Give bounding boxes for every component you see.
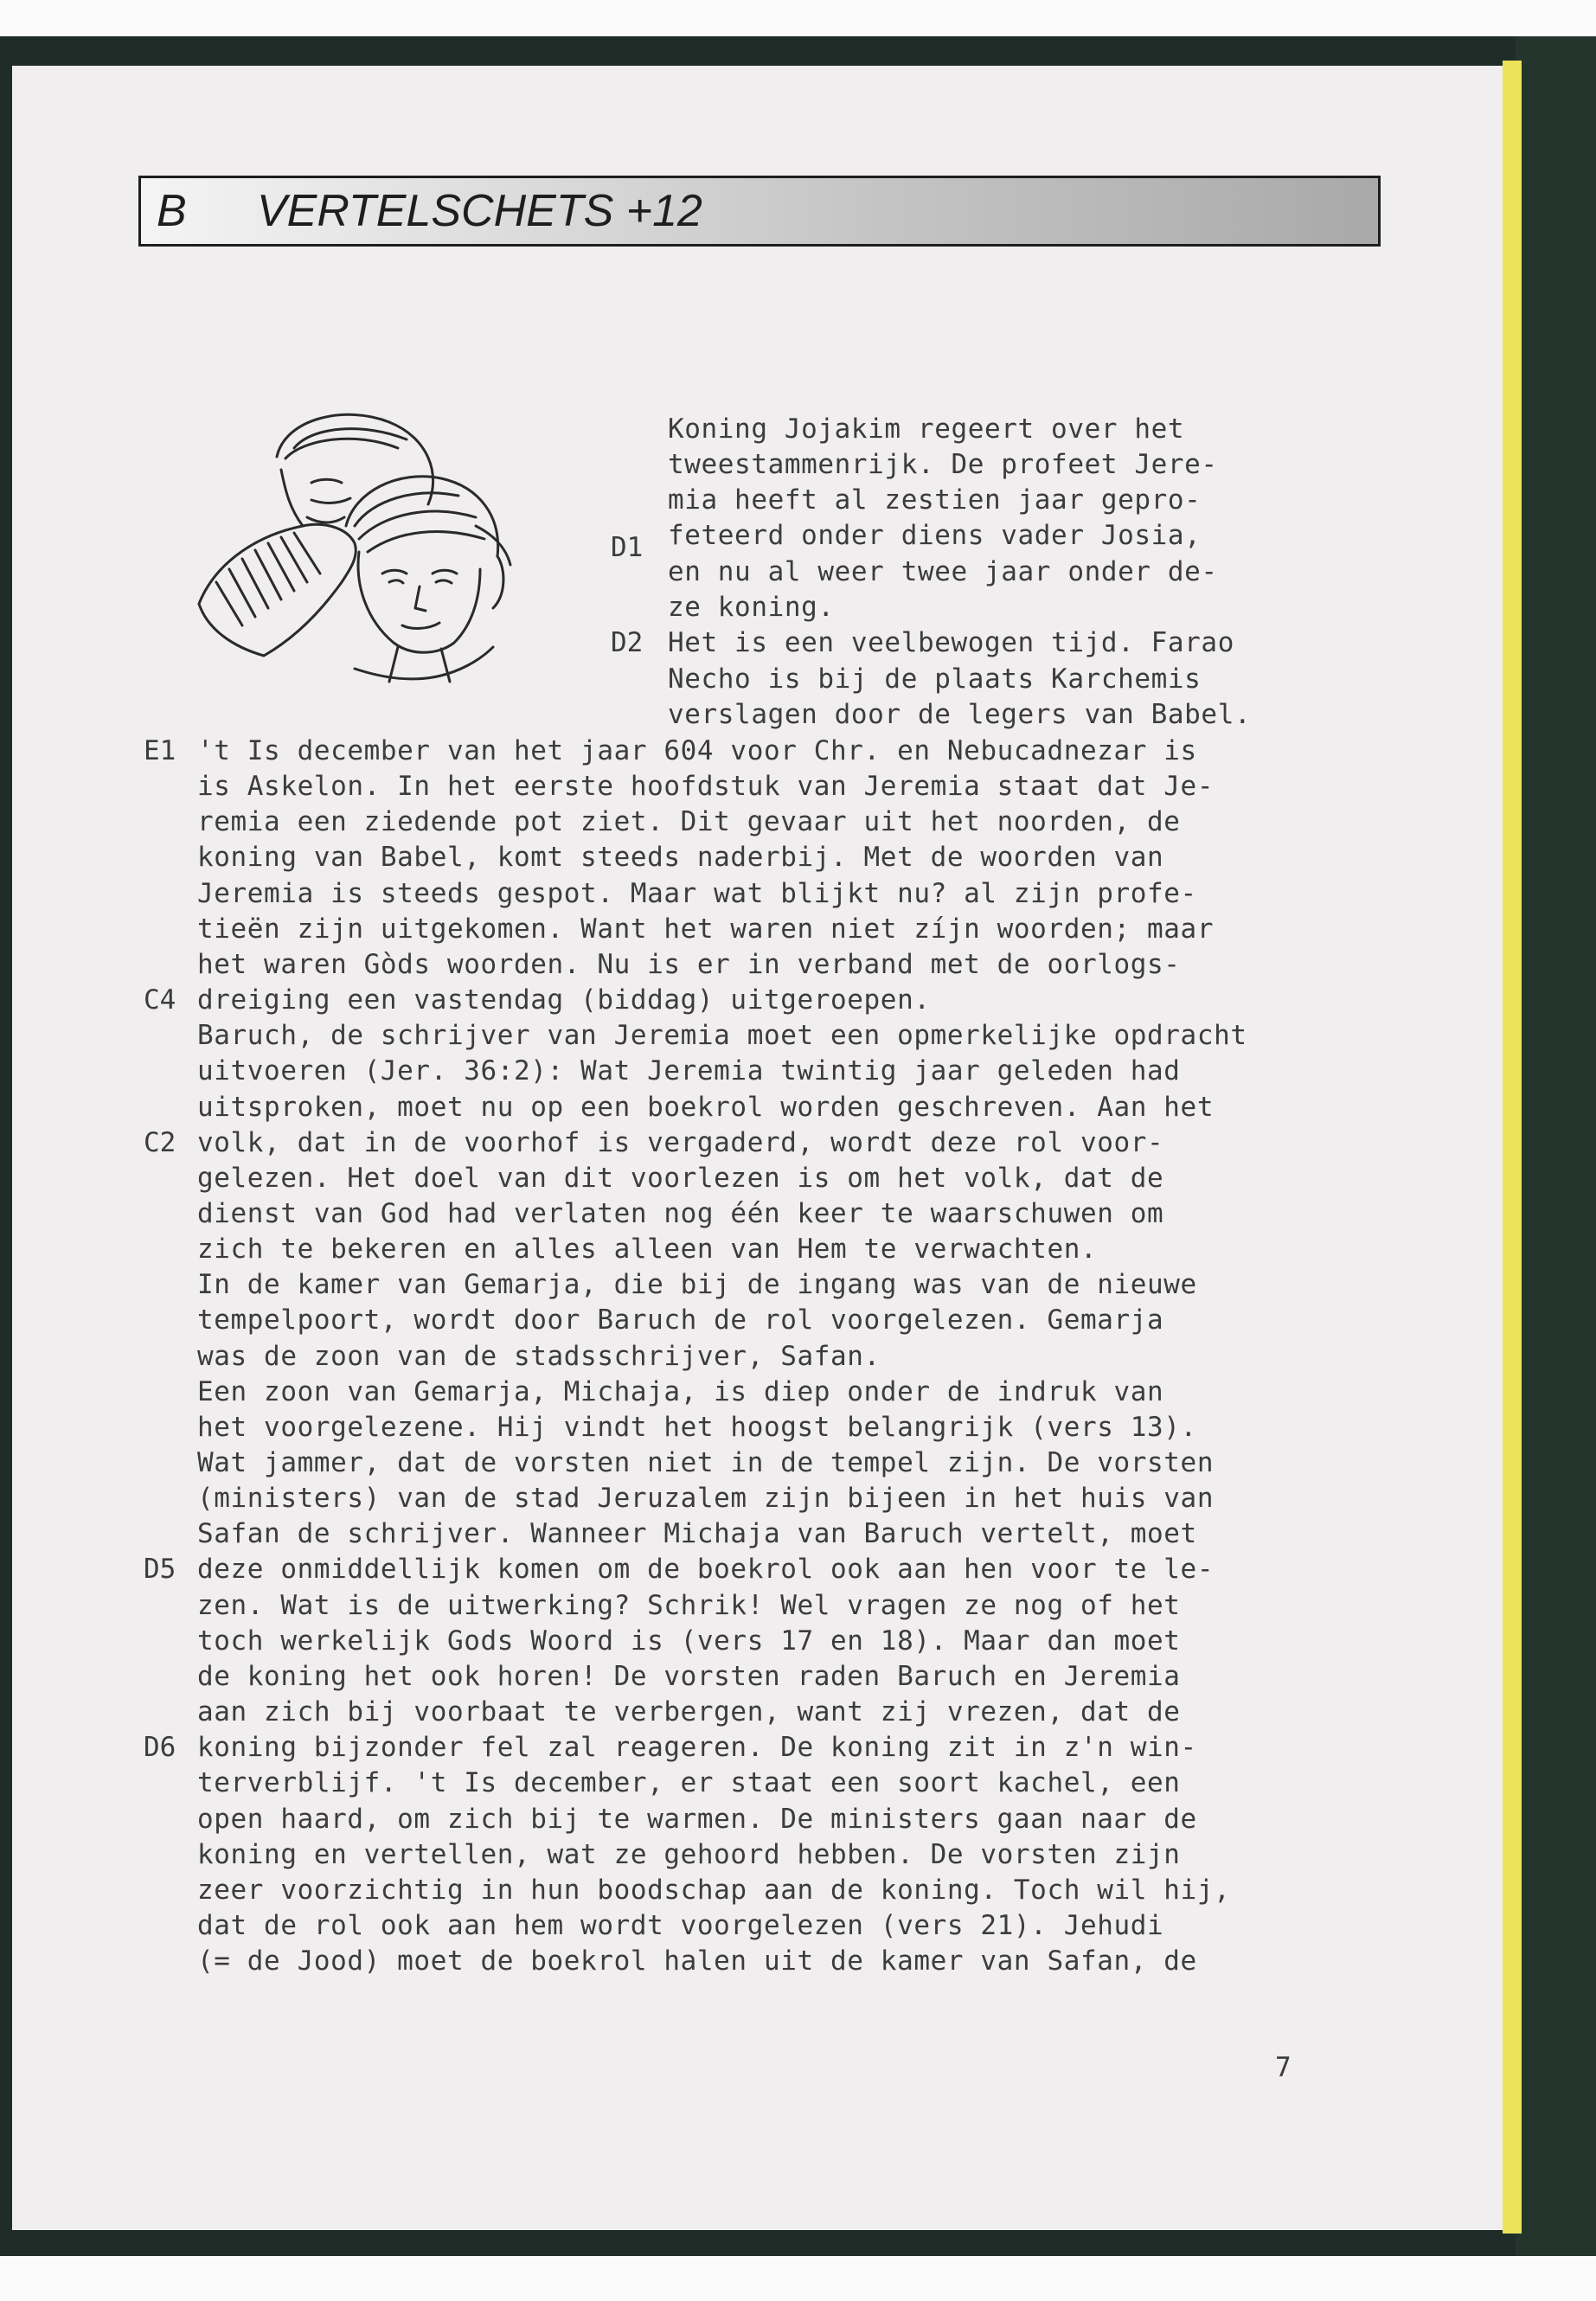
text-line: is Askelon. In het eerste hoofdstuk van Jeremia staat dat Je- <box>197 771 1215 802</box>
text-line: verslagen door de legers van Babel. <box>668 699 1252 730</box>
section-header <box>138 176 1381 247</box>
two-children-sketch-icon <box>182 396 554 695</box>
text-line: Safan de schrijver. Wanneer Michaja van Baruch vertelt, moet <box>197 1518 1197 1549</box>
margin-label: E1 <box>144 735 176 766</box>
text-line: tieën zijn uitgekomen. Want het waren niet zíjn woorden; maar <box>197 913 1215 945</box>
section-letter: B <box>157 186 187 236</box>
scan-frame-bottom <box>0 2230 1596 2256</box>
margin-label: D5 <box>144 1554 176 1585</box>
text-line: mia heeft al zestien jaar gepro- <box>668 484 1202 516</box>
text-line: toch werkelijk Gods Woord is (vers 17 en 18). Maar dan moet <box>197 1625 1181 1657</box>
text-line: was de zoon van de stadsschrijver, Safan. <box>197 1341 881 1372</box>
text-line: 't Is december van het jaar 604 voor Chr. en Nebucadnezar is <box>197 735 1197 766</box>
margin-label: C4 <box>144 984 176 1016</box>
text-line: zen. Wat is de uitwerking? Schrik! Wel vragen ze nog of het <box>197 1590 1181 1621</box>
text-line: deze onmiddellijk komen om de boekrol ook aan hen voor te le- <box>197 1554 1215 1585</box>
text-line: en nu al weer twee jaar onder de- <box>668 556 1218 587</box>
text-line: gelezen. Het doel van dit voorlezen is om het volk, dat de <box>197 1163 1164 1194</box>
text-line: open haard, om zich bij te warmen. De ministers gaan naar de <box>197 1804 1197 1835</box>
text-line: tempelpoort, wordt door Baruch de rol voorgelezen. Gemarja <box>197 1304 1164 1336</box>
text-line: het voorgelezene. Hij vindt het hoogst belangrijk (vers 13). <box>197 1412 1197 1443</box>
margin-label: D6 <box>144 1732 176 1763</box>
text-line: Baruch, de schrijver van Jeremia moet een opmerkelijke opdracht <box>197 1020 1247 1051</box>
text-line: In de kamer van Gemarja, die bij de ingang was van de nieuwe <box>197 1269 1197 1300</box>
page-number: 7 <box>1275 2052 1292 2083</box>
text-line: uitsproken, moet nu op een boekrol worden geschreven. Aan het <box>197 1092 1215 1123</box>
book-spine <box>1516 36 1596 2256</box>
text-line: terverblijf. 't Is december, er staat een soort kachel, een <box>197 1767 1181 1798</box>
text-line: dreiging een vastendag (biddag) uitgeroepen. <box>197 984 931 1016</box>
text-line: uitvoeren (Jer. 36:2): Wat Jeremia twintig jaar geleden had <box>197 1055 1181 1086</box>
text-line: de koning het ook horen! De vorsten raden Baruch en Jeremia <box>197 1661 1181 1692</box>
text-line: (= de Jood) moet de boekrol halen uit de kamer van Safan, de <box>197 1945 1197 1977</box>
margin-label: D2 <box>611 627 644 658</box>
text-line: zeer voorzichtig in hun boodschap aan de koning. Toch wil hij, <box>197 1875 1231 1906</box>
text-line: ze koning. <box>668 592 835 623</box>
text-line: Jeremia is steeds gespot. Maar wat blijkt nu? al zijn profe- <box>197 878 1197 909</box>
text-line: dienst van God had verlaten nog één keer te waarschuwen om <box>197 1198 1164 1229</box>
text-line: remia een ziedende pot ziet. Dit gevaar uit het noorden, de <box>197 806 1181 837</box>
text-line: feteerd onder diens vader Josia, <box>668 520 1202 551</box>
text-line: Koning Jojakim regeert over het <box>668 413 1185 445</box>
section-title: VERTELSCHETS +12 <box>257 186 702 236</box>
text-line: (ministers) van de stad Jeruzalem zijn bijeen in het huis van <box>197 1483 1215 1514</box>
scan-frame-top <box>0 36 1596 66</box>
margin-label: D1 <box>611 532 644 563</box>
page-edge-strip <box>1503 61 1522 2234</box>
text-line: koning en vertellen, wat ze gehoord hebben. De vorsten zijn <box>197 1839 1181 1870</box>
text-line: tweestammenrijk. De profeet Jere- <box>668 449 1218 480</box>
text-line: Een zoon van Gemarja, Michaja, is diep onder de indruk van <box>197 1376 1164 1407</box>
text-line: aan zich bij voorbaat te verbergen, want zij vrezen, dat de <box>197 1696 1181 1727</box>
margin-label: C2 <box>144 1127 176 1158</box>
text-line: het waren Gòds woorden. Nu is er in verband met de oorlogs- <box>197 949 1181 980</box>
text-line: koning bijzonder fel zal reageren. De koning zit in z'n win- <box>197 1732 1197 1763</box>
scan-frame-left <box>0 36 12 2256</box>
text-line: volk, dat in de voorhof is vergaderd, wordt deze rol voor- <box>197 1127 1164 1158</box>
text-line: dat de rol ook aan hem wordt voorgelezen (vers 21). Jehudi <box>197 1910 1164 1941</box>
text-line: zich te bekeren en alles alleen van Hem te verwachten. <box>197 1234 1098 1265</box>
text-line: koning van Babel, komt steeds naderbij. Met de woorden van <box>197 842 1164 873</box>
text-line: Wat jammer, dat de vorsten niet in de tempel zijn. De vorsten <box>197 1447 1215 1478</box>
text-line: Necho is bij de plaats Karchemis <box>668 663 1202 695</box>
text-line: Het is een veelbewogen tijd. Farao <box>668 627 1234 658</box>
